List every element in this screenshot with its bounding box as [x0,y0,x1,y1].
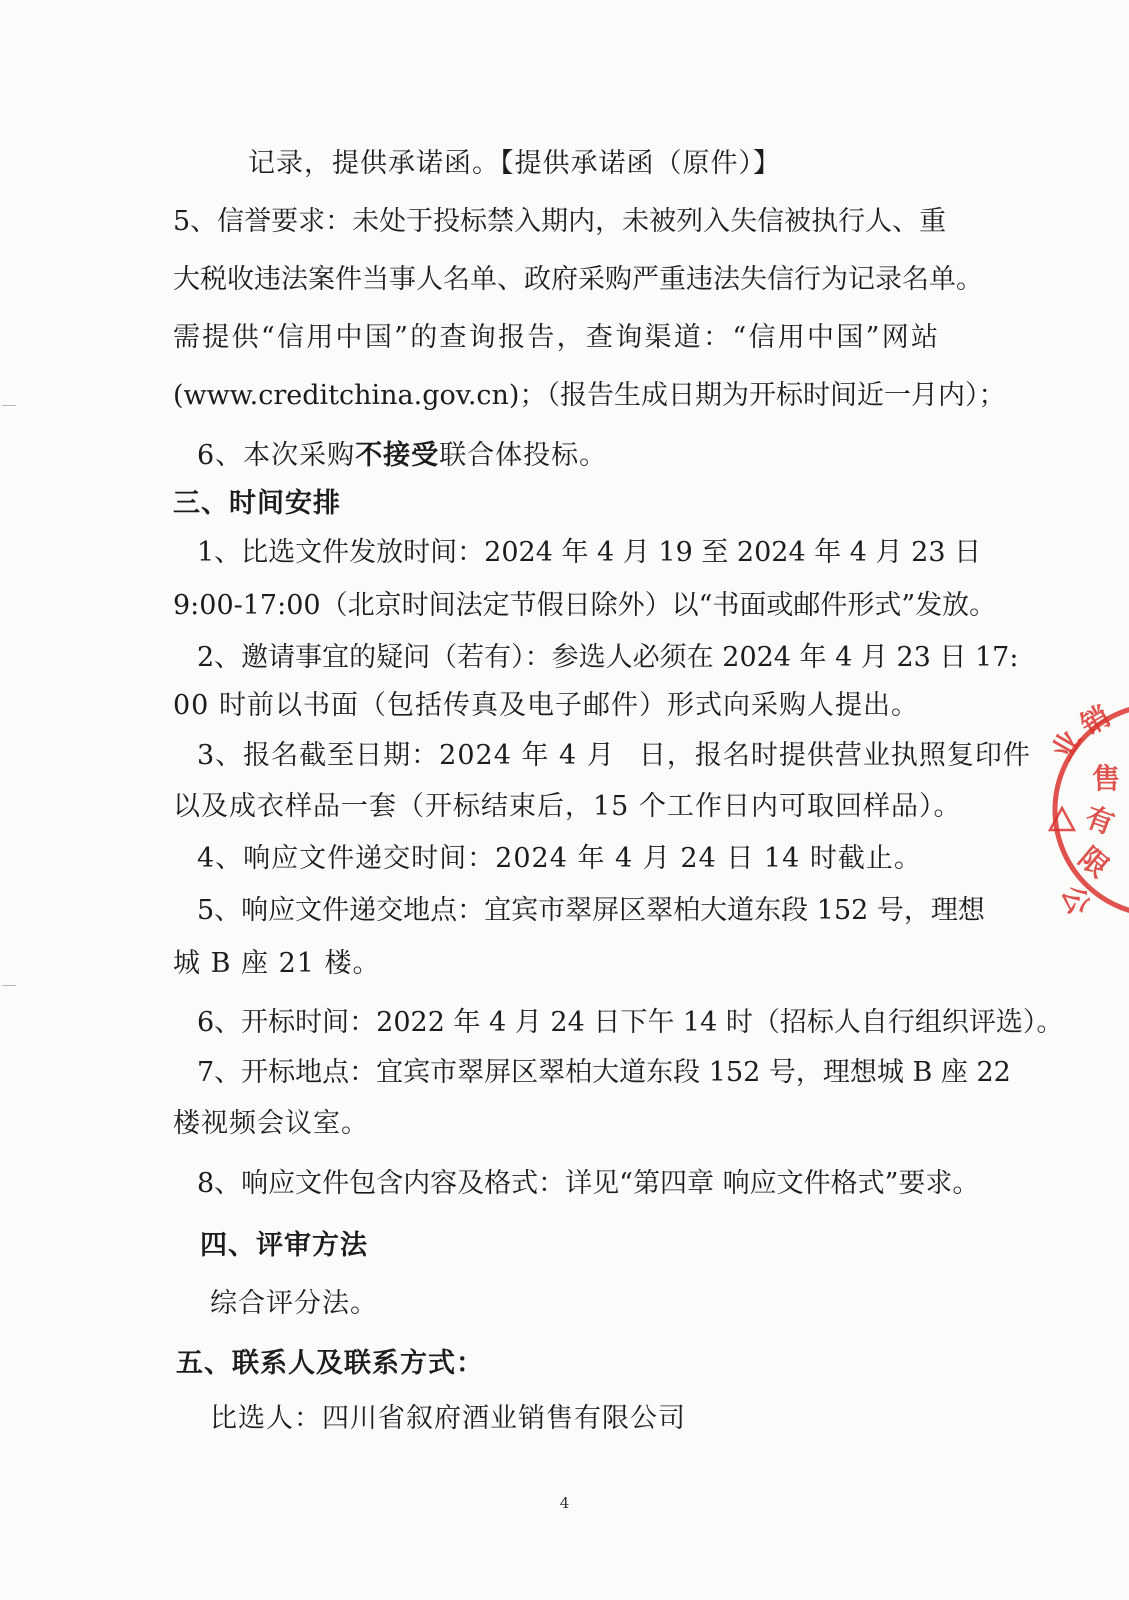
section-heading: 四、评审方法 [200,1230,368,1261]
text-line: 6、开标时间：2022 年 4 月 24 日下午 14 时（招标人自行组织评选）。 [197,1007,1064,1038]
emphasis-text: 不接受 [355,440,440,471]
svg-text:限: 限 [1072,840,1116,885]
page-number: 4 [559,1494,570,1512]
text-line: (www.creditchina.gov.cn)；（报告生成日期为开标时间近一月内）； [173,380,1006,411]
section-heading: 五、联系人及联系方式： [176,1348,484,1379]
text-line: 记录，提供承诺函。【提供承诺函（原件）】 [248,148,781,179]
scan-edge-mark [2,985,16,986]
text-line: 大税收违法案件当事人名单、政府采购严重违法失信行为记录名单。 [173,264,983,295]
svg-text:销: 销 [1074,699,1116,742]
text-line: 以及成衣样品一套（开标结束后，15 个工作日内可取回样品）。 [173,791,962,822]
text-line [197,738,1031,774]
text-line: 9:00-17:00（北京时间法定节假日除外）以“书面或邮件形式”发放。 [173,590,997,621]
svg-text:售: 售 [1092,762,1121,795]
text-segment: 联合体投标。 [439,440,608,471]
company-seal-stamp [1040,690,1129,930]
section-heading: 三、时间安排 [173,488,341,519]
text-line: 4、响应文件递交时间：2024 年 4 月 24 日 14 时截止。 [197,843,922,874]
svg-text:公: 公 [1055,881,1096,919]
text-line: 7、开标地点：宜宾市翠屏区翠柏大道东段 152 号，理想城 B 座 22 [197,1057,1011,1088]
text-line: 5、响应文件递交地点：宜宾市翠屏区翠柏大道东段 152 号，理想 [197,895,985,926]
text-line: 5、信誉要求：未处于投标禁入期内，未被列入失信被执行人、重 [173,206,947,237]
text-line: 楼视频会议室。 [173,1108,369,1139]
text-line: 城 B 座 21 楼。 [173,948,381,979]
text-line: 需提供“信用中国”的查询报告，查询渠道：“信用中国”网站 [173,322,938,353]
text-line: 1、比选文件发放时间：2024 年 4 月 19 至 2024 年 4 月 23 日 [197,537,982,568]
text-line: 00 时前以书面（包括传真及电子邮件）形式向采购人提出。 [173,690,919,721]
text-line: 综合评分法。 [210,1288,378,1319]
text-line: 比选人：四川省叙府酒业销售有限公司 [210,1403,686,1434]
text-segment: 6、本次采购 [197,440,356,471]
svg-text:业: 业 [1045,724,1088,766]
text-line: 2、邀请事宜的疑问（若有）：参选人必须在 2024 年 4 月 23 日 17: [197,642,1019,673]
text-line [197,438,607,474]
text-line: 8、响应文件包含内容及格式：详见“第四章 响应文件格式”要求。 [197,1168,980,1199]
text-segment: 3、报名截至日期：2024 年 4 月 [197,740,615,771]
svg-text:有: 有 [1081,800,1119,841]
text-segment: 日，报名时提供营业执照复印件 [638,740,1031,771]
scan-edge-mark [2,405,16,406]
